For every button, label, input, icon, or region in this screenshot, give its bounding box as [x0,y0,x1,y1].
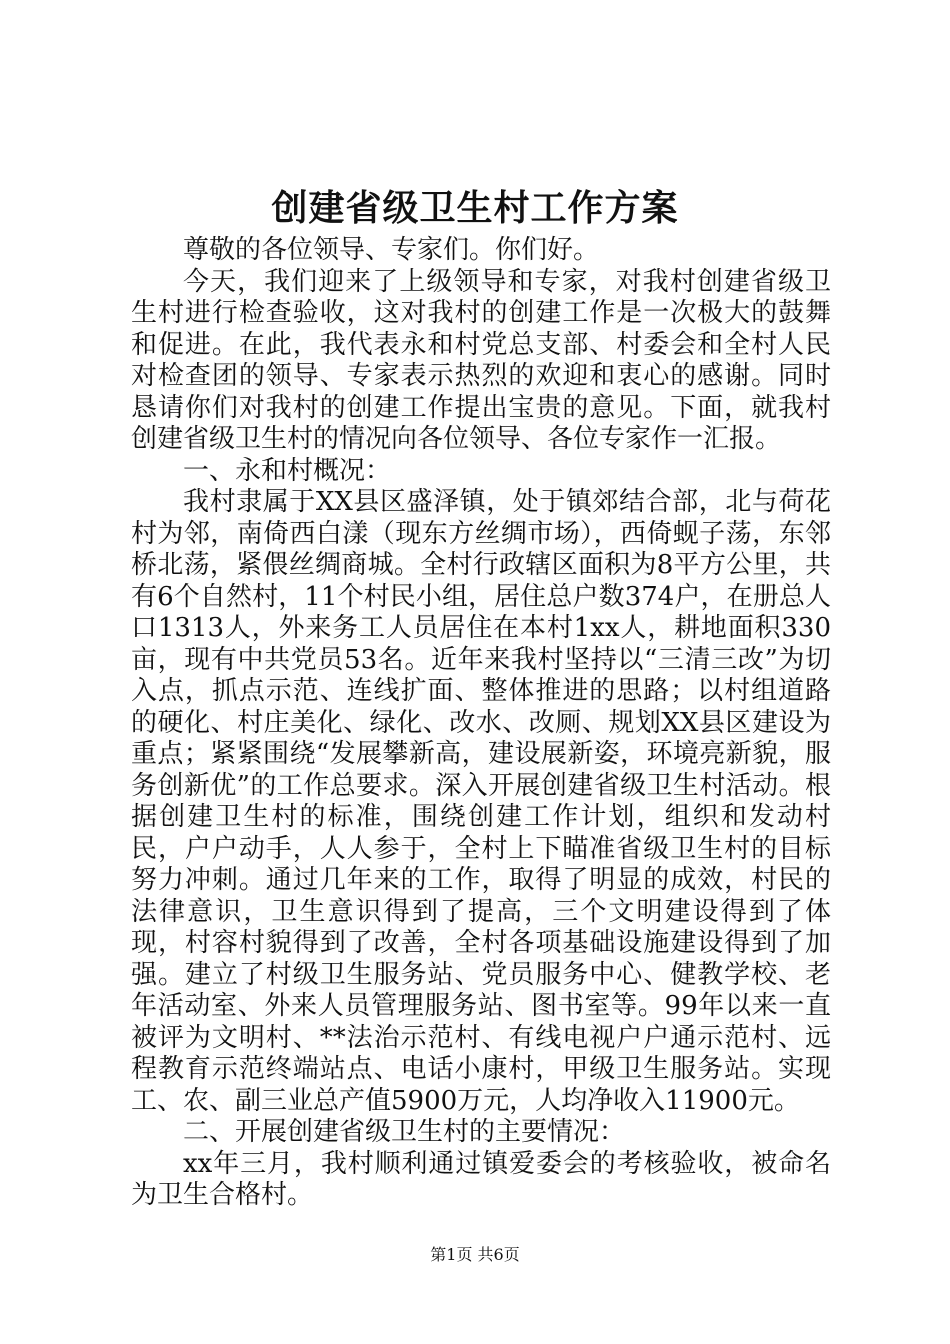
document-body [131,235,831,1212]
page-footer: 第1页 共6页 [430,1245,520,1264]
greeting-paragraph: 尊敬的各位领导、专家们。你们好。 [183,235,600,265]
intro-paragraph: 今天，我们迎来了上级领导和专家，对我村创建省级卫生村进行检查验收，这对我村的创建工作是一次极大的鼓舞和促进。在此，我代表永和村党总支部、村委会和全村人民对检查团的领导、专家表示热烈的欢迎和衷心的感谢。同时恳请你们对我村的创建工作提出宝贵的意见。下面，就我村创建省级卫生村的情况向各位领导、各位专家作一汇报。 [131,266,831,454]
section-heading-overview: 一、永和村概况： [183,455,392,486]
document-title: 创建省级卫生村工作方案 [271,187,679,229]
overview-paragraph: 我村隶属于XX县区盛泽镇，处于镇郊结合部，北与荷花村为邻，南倚西白漾（现东方丝绸市场），西倚蚬子荡，东邻桥北荡，紧偎丝绸商城。全村行政辖区面积为8平方公里，共有6个自然村，11个村民小组，居住总户数374户，在册总人口1313人，外来务工人员居住在本村1xx人，耕地面积330亩，现有中共党员53名。近年来我村坚持以“三清三改”为切入点，抓点示范、连线扩面、整体推进的思路；以村组道路的硬化、村庄美化、绿化、改水、改厕、规划XX县区建设为重点；紧紧围绕“发展攀新高，建设展新姿，环境亮新貌，服务创新优”的工作总要求。深入开展创建省级卫生村活动。根据创建卫生村的标准，围绕创建工作计划，组织和发动村民，户户动手，人人参于，全村上下瞄准省级卫生村的目标努力冲刺。通过几年来的工作，取得了明显的成效，村民的法律意识，卫生意识得到了提高，三个文明建设得到了体现，村容村貌得到了改善，全村各项基础设施建设得到了加强。建立了村级卫生服务站、党员服务中心、健教学校、老年活动室、外来人员管理服务站、图书室等。99年以来一直被评为文明村、**法治示范村、有线电视户户通示范村、远程教育示范终端站点、电话小康村，甲级卫生服务站。实现工、农、副三业总产值5900万元，人均净收入11900元。 [131,487,831,1116]
section-heading-main-situation: 二、开展创建省级卫生村的主要情况： [183,1117,626,1147]
main-situation-paragraph: xx年三月，我村顺利通过镇爱委会的考核验收，被命名为卫生合格村。 [131,1148,831,1210]
